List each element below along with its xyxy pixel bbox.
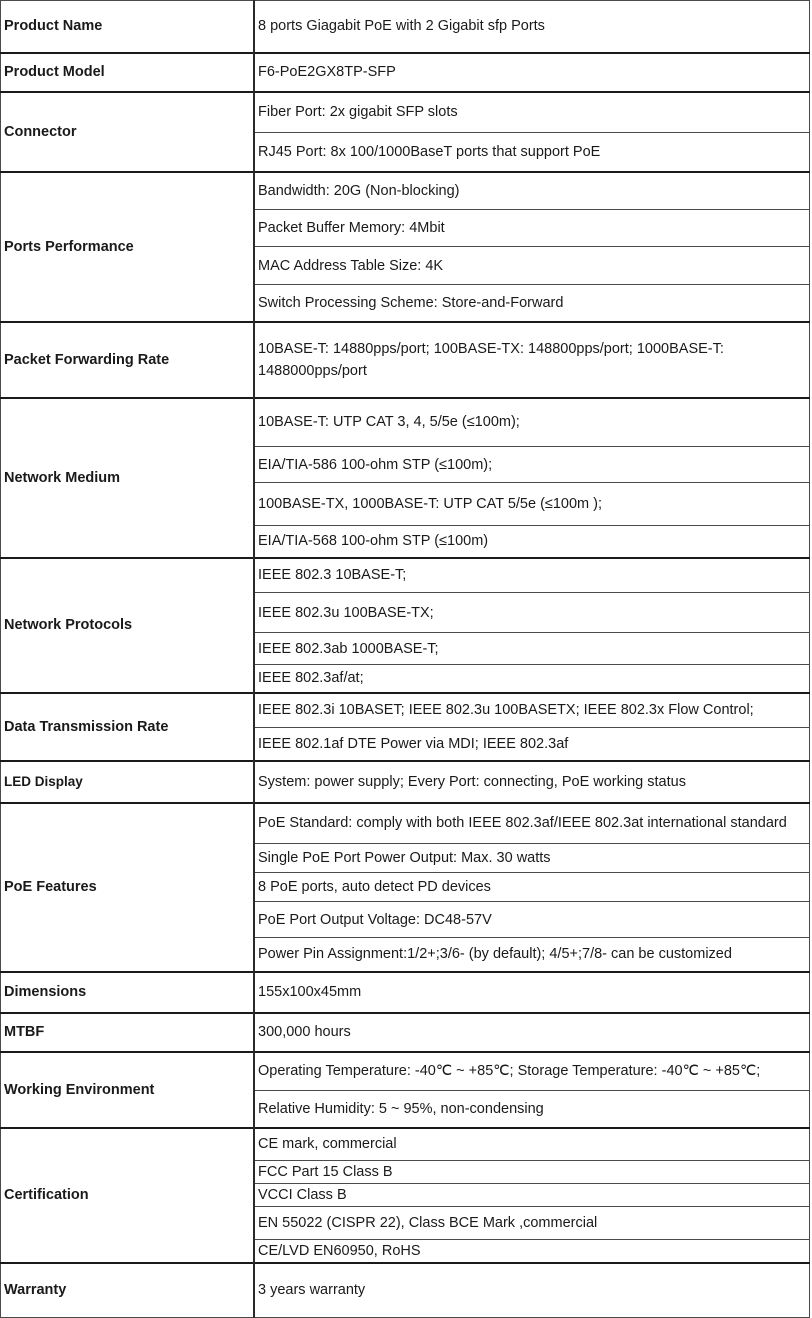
value-data-transmission-rate-2: IEEE 802.1af DTE Power via MDI; IEEE 802.3af: [254, 728, 810, 761]
value-certification-2: FCC Part 15 Class B: [254, 1161, 810, 1184]
label-working-environment: Working Environment: [1, 1052, 255, 1128]
value-ports-performance-4: Switch Processing Scheme: Store-and-Forward: [254, 285, 810, 322]
value-certification-4: EN 55022 (CISPR 22), Class BCE Mark ,commercial: [254, 1207, 810, 1240]
row-dimensions: [1, 972, 810, 1013]
row-ports-performance: [1, 172, 810, 210]
value-network-protocols-2: IEEE 802.3u 100BASE-TX;: [254, 593, 810, 633]
row-led-display: [1, 761, 810, 803]
value-poe-features-2: Single PoE Port Power Output: Max. 30 watts: [254, 844, 810, 873]
row-product-model: [1, 53, 810, 92]
value-network-protocols-4: IEEE 802.3af/at;: [254, 665, 810, 693]
value-connector-1: Fiber Port: 2x gigabit SFP slots: [254, 92, 810, 133]
value-warranty: 3 years warranty: [254, 1263, 810, 1317]
row-working-environment: [1, 1052, 810, 1091]
value-network-protocols-3: IEEE 802.3ab 1000BASE-T;: [254, 633, 810, 665]
label-data-transmission-rate: Data Transmission Rate: [1, 693, 255, 761]
value-poe-features-5: Power Pin Assignment:1/2+;3/6- (by default); 4/5+;7/8- can be customized: [254, 938, 810, 972]
row-warranty: [1, 1263, 810, 1317]
label-connector: Connector: [1, 92, 255, 172]
value-data-transmission-rate-1: IEEE 802.3i 10BASET; IEEE 802.3u 100BASETX; IEEE 802.3x Flow Control;: [254, 693, 810, 728]
value-certification-5: CE/LVD EN60950, RoHS: [254, 1240, 810, 1264]
row-mtbf: [1, 1013, 810, 1052]
value-network-protocols-1: IEEE 802.3 10BASE-T;: [254, 558, 810, 593]
value-product-name: 8 ports Giagabit PoE with 2 Gigabit sfp Ports: [254, 1, 810, 53]
row-network-medium: [1, 398, 810, 447]
value-network-medium-4: EIA/TIA-568 100-ohm STP (≤100m): [254, 526, 810, 558]
label-ports-performance: Ports Performance: [1, 172, 255, 322]
value-dimensions: 155x100x45mm: [254, 972, 810, 1013]
label-network-protocols: Network Protocols: [1, 558, 255, 693]
value-certification-3: VCCI Class B: [254, 1184, 810, 1207]
label-product-name: Product Name: [1, 1, 255, 53]
value-ports-performance-3: MAC Address Table Size: 4K: [254, 247, 810, 285]
value-ports-performance-1: Bandwidth: 20G (Non-blocking): [254, 172, 810, 210]
value-poe-features-4: PoE Port Output Voltage: DC48-57V: [254, 902, 810, 938]
value-network-medium-1: 10BASE-T: UTP CAT 3, 4, 5/5e (≤100m);: [254, 398, 810, 447]
row-certification: [1, 1128, 810, 1161]
value-packet-forwarding-rate: 10BASE-T: 14880pps/port; 100BASE-TX: 148800pps/port; 1000BASE-T: 1488000pps/port: [254, 322, 810, 398]
row-poe-features: [1, 803, 810, 844]
label-poe-features: PoE Features: [1, 803, 255, 972]
value-led-display: System: power supply; Every Port: connecting, PoE working status: [254, 761, 810, 803]
label-network-medium: Network Medium: [1, 398, 255, 558]
row-product-name: [1, 1, 810, 53]
row-network-protocols: [1, 558, 810, 593]
label-mtbf: MTBF: [1, 1013, 255, 1052]
value-poe-features-3: 8 PoE ports, auto detect PD devices: [254, 873, 810, 902]
value-poe-features-1: PoE Standard: comply with both IEEE 802.3af/IEEE 802.3at international standard: [254, 803, 810, 844]
label-warranty: Warranty: [1, 1263, 255, 1317]
value-mtbf: 300,000 hours: [254, 1013, 810, 1052]
label-led-display: LED Display: [1, 761, 255, 803]
value-working-environment-1: Operating Temperature: -40℃ ~ +85℃; Storage Temperature: -40℃ ~ +85℃;: [254, 1052, 810, 1091]
value-working-environment-2: Relative Humidity: 5 ~ 95%, non-condensing: [254, 1091, 810, 1128]
value-ports-performance-2: Packet Buffer Memory: 4Mbit: [254, 210, 810, 247]
value-product-model: F6-PoE2GX8TP-SFP: [254, 53, 810, 92]
value-network-medium-2: EIA/TIA-586 100-ohm STP (≤100m);: [254, 447, 810, 483]
label-packet-forwarding-rate: Packet Forwarding Rate: [1, 322, 255, 398]
label-product-model: Product Model: [1, 53, 255, 92]
value-certification-1: CE mark, commercial: [254, 1128, 810, 1161]
row-connector: [1, 92, 810, 133]
value-network-medium-3: 100BASE-TX, 1000BASE-T: UTP CAT 5/5e (≤100m );: [254, 483, 810, 526]
label-dimensions: Dimensions: [1, 972, 255, 1013]
row-packet-forwarding-rate: [1, 322, 810, 398]
value-connector-2: RJ45 Port: 8x 100/1000BaseT ports that support PoE: [254, 133, 810, 172]
row-data-transmission-rate: [1, 693, 810, 728]
label-certification: Certification: [1, 1128, 255, 1264]
